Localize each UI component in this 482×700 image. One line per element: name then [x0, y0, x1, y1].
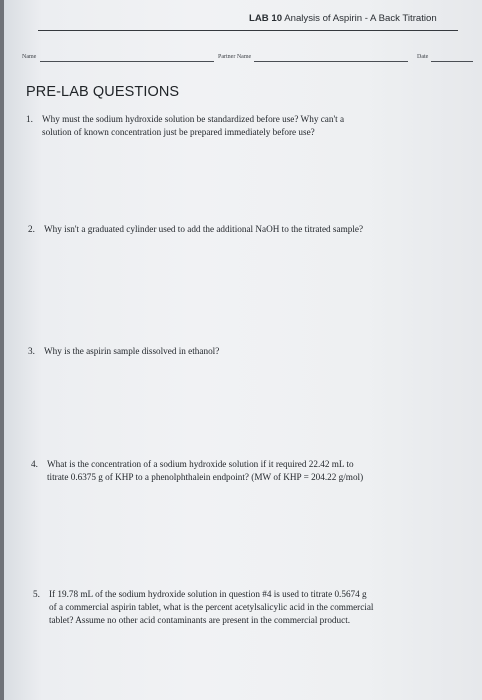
question-number: 4. [31, 459, 38, 469]
date-field[interactable] [417, 54, 428, 60]
question-text-line: If 19.78 mL of the sodium hydroxide solution in question #4 is used to titrate 0.5674 g [49, 589, 367, 599]
partner-name-label: Partner Name [218, 54, 252, 60]
question-3 [28, 345, 468, 361]
question-text-line: titrate 0.6375 g of KHP to a phenolphthalein endpoint? (MW of KHP = 204.22 g/mol) [47, 472, 364, 482]
name-blank-line [40, 61, 214, 62]
question-text-line: of a commercial aspirin tablet, what is the percent acetylsalicylic acid in the commercial [49, 602, 374, 612]
question-number: 1. [26, 114, 33, 124]
question-text-line: Why is the aspirin sample dissolved in ethanol? [44, 346, 220, 356]
question-text-line: What is the concentration of a sodium hydroxide solution if it required 22.42 mL to [47, 459, 354, 469]
question-number: 2. [28, 224, 35, 234]
lab-number: LAB 10 [249, 13, 283, 24]
worksheet-page [4, 0, 482, 700]
question-4 [31, 458, 471, 488]
question-1 [26, 113, 466, 143]
page-header [249, 13, 437, 24]
date-blank-line [431, 61, 473, 62]
question-text-line: solution of known concentration just be prepared immediately before use? [42, 127, 315, 137]
question-number: 5. [33, 589, 40, 599]
question-text-line: Why isn't a graduated cylinder used to add the additional NaOH to the titrated sample? [44, 224, 364, 234]
question-2 [28, 223, 468, 239]
question-text-line: tablet? Assume no other acid contaminants are present in the commercial product. [49, 615, 351, 625]
partner-name-field[interactable] [218, 54, 251, 60]
header-divider [38, 30, 458, 31]
lab-title: Analysis of Aspirin - A Back Titration [284, 13, 437, 24]
section-title: PRE-LAB QUESTIONS [26, 84, 180, 100]
question-text-line: Why must the sodium hydroxide solution be standardized before use? Why can't a [42, 114, 345, 124]
question-5 [33, 588, 473, 632]
date-label: Date [417, 54, 429, 60]
partner-name-blank-line [254, 61, 408, 62]
name-label: Name [22, 54, 37, 60]
name-field[interactable] [22, 54, 36, 60]
question-number: 3. [28, 346, 35, 356]
student-info-fields [22, 54, 474, 68]
